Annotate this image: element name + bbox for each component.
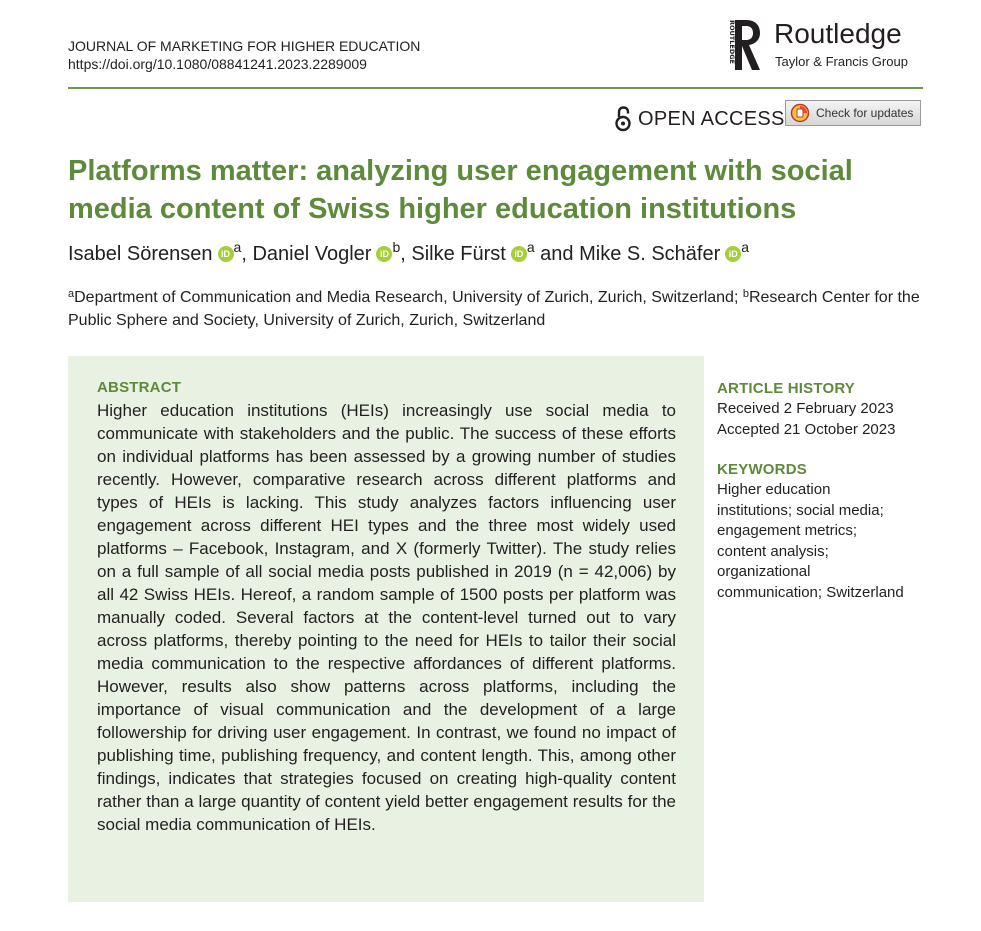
check-for-updates-button[interactable] <box>785 100 921 126</box>
keyword-line: institutions; social media; <box>717 501 884 519</box>
author-affiliation: b <box>392 239 401 255</box>
author-affiliation: a <box>526 239 535 255</box>
publisher-group: Taylor & Francis Group <box>775 54 908 69</box>
author-affiliation: a <box>233 239 242 255</box>
open-access-indicator <box>614 105 785 133</box>
author-list <box>68 239 749 269</box>
affiliations <box>68 286 928 332</box>
accepted-date: Accepted 21 October 2023 <box>717 420 896 438</box>
affiliation-key: b <box>742 288 749 300</box>
affiliation-text: Research Center for the Public Sphere and Society, University of Zurich, Zurich, Switzerland <box>68 289 920 329</box>
header-divider <box>68 87 923 89</box>
doi-link[interactable]: https://doi.org/10.1080/08841241.2023.2289009 <box>68 56 367 72</box>
keywords-heading: KEYWORDS <box>717 461 807 478</box>
publisher-name: Routledge <box>774 18 902 49</box>
keywords-section <box>717 460 932 603</box>
keyword-line: engagement metrics; <box>717 522 858 539</box>
routledge-mark-icon <box>724 16 762 74</box>
author-name[interactable]: Isabel Sörensen <box>68 243 213 265</box>
article-title: Platforms matter: analyzing user engagement with social media content of Swiss higher education institutions <box>68 155 853 225</box>
author-separator: , <box>400 243 412 265</box>
journal-header <box>68 37 420 73</box>
author-name[interactable]: Daniel Vogler <box>252 243 372 265</box>
orcid-icon[interactable]: iD <box>511 246 527 262</box>
author-separator: and <box>534 243 580 265</box>
routledge-mark-text: ROUTLEDGE <box>728 20 736 64</box>
author-name[interactable]: Silke Fürst <box>411 243 506 265</box>
keyword-line: Higher education <box>717 481 831 498</box>
article-history <box>717 379 932 440</box>
open-lock-icon <box>614 106 632 132</box>
history-heading: ARTICLE HISTORY <box>717 380 856 397</box>
author-separator: , <box>241 243 253 265</box>
check-updates-label: Check for updates <box>816 106 914 120</box>
open-access-label: OPEN ACCESS <box>638 107 785 130</box>
affiliation-text: Department of Communication and Media Research, University of Zurich, Zurich, Switzerland; <box>74 289 743 306</box>
check-updates-icon <box>790 103 810 123</box>
keyword-line: content analysis; <box>717 542 829 560</box>
orcid-icon[interactable]: iD <box>218 246 234 262</box>
publisher-logo <box>724 16 934 74</box>
abstract-heading: ABSTRACT <box>97 379 182 396</box>
author-affiliation: a <box>741 239 750 255</box>
author-name[interactable]: Mike S. Schäfer <box>579 243 721 265</box>
orcid-icon[interactable]: iD <box>376 246 392 262</box>
journal-name: JOURNAL OF MARKETING FOR HIGHER EDUCATION <box>68 38 421 54</box>
received-date: Received 2 February 2023 <box>717 400 894 417</box>
keyword-line: communication; Switzerland <box>717 583 904 601</box>
affiliation-key: a <box>68 288 75 300</box>
abstract-text: Higher education institutions (HEIs) increasingly use social media to communicate with stakeholders and the public. The success of these efforts on individual platforms has been assessed by a growing number of studies recently. However, comparative research across different platforms and types of HEIs is lacking. This study analyzes factors influencing user engagement across different HEI types and the three most widely used platforms – Facebook, Instagram, and X (formerly Twitter). The study relies on a full sample of all social media posts published in 2019 (n = 42,006) by all 42 Swiss HEIs. Hereof, a random sample of 1500 posts per platform was manually coded. Several factors at the content-level turned out to vary across platforms, thereby pointing to the need for HEIs to tailor their social media communication to the respective affordances of different platforms. However, results also show patterns across platforms, including the importance of visual communication and the development of a large followership for driving user engagement. In contrast, we found no impact of publishing time, publishing frequency, and content length. This, among other findings, indicates that strategies focused on creating high-quality content rather than a large quantity of content yield better engagement results for the social media communication of HEIs. <box>97 401 676 834</box>
keyword-line: organizational <box>717 563 811 580</box>
orcid-icon[interactable]: iD <box>725 246 741 262</box>
